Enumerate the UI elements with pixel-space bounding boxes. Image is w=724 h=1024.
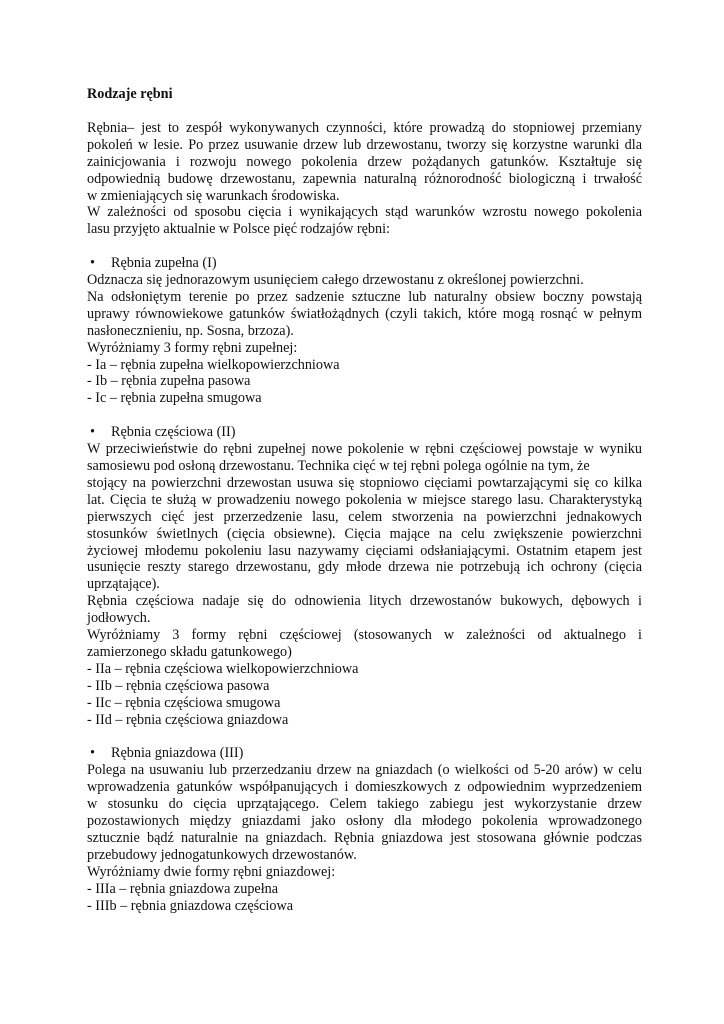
section-line: usunięcie reszty starego drzewostanu, gdy młode drzewa nie potrzebują ich ochrony (cięcia — [87, 559, 642, 576]
section-line: Wyróżniamy dwie formy rębni gniazdowej: — [87, 863, 336, 880]
intro-line: Rębnia– jest to zespół wykonywanych czynności, które prowadzą do stopniowej przemiany — [87, 119, 642, 136]
section-line: stosunków świetlnych (cięcia obsiewne). Cięcia mające na celu zwiększenie powierzchni — [87, 525, 642, 542]
section-line: lat. Cięcia te służą w prowadzeniu nowego pokolenia w miejsce starego lasu. Charakterystyką — [87, 491, 642, 508]
section-rebnia-gniazdowa — [87, 745, 642, 914]
section-heading-text: Rębnia zupełna (I) — [111, 255, 217, 272]
page-title: Rodzaje rębni — [87, 86, 173, 102]
section-line: W przeciwieństwie do rębni zupełnej nowe pokolenie w rębni częściowej powstaje w wyniku — [87, 441, 642, 458]
bullet-icon — [90, 745, 95, 762]
list-item: - Ia – rębnia zupełna wielkopowierzchniowa — [87, 356, 340, 373]
intro-line: lasu przyjęto aktualnie w Polsce pięć rodzajów rębni: — [87, 221, 390, 238]
section-rebnia-czesciowa — [87, 424, 642, 728]
section-heading — [87, 424, 642, 441]
section-line: sztucznie bądź naturalnie na gniazdach. Rębnia gniazdowa jest stosowana głównie podczas — [87, 829, 642, 846]
section-line: nasłonecznieniu, np. Sosna, brzoza). — [87, 322, 294, 339]
spacer — [87, 729, 642, 746]
section-line: życiowej młodemu pokoleniu lasu nazywamy cięciami odsłaniającymi. Ostatnim etapem jest — [87, 542, 642, 559]
section-line: jodłowych. — [87, 610, 151, 627]
section-line: pozostawionych między gniazdami jako osłony dla młodego pokolenia wprowadzonego — [87, 813, 642, 830]
section-line: Wyróżniamy 3 formy rębni częściowej (stosowanych w zależności od aktualnego i — [87, 627, 642, 644]
bullet-icon — [90, 424, 95, 441]
section-heading — [87, 255, 642, 272]
spacer — [87, 407, 642, 424]
section-line: samosiewu pod osłoną drzewostanu. Technika cięć w tej rębni polega ogólnie na tym, że — [87, 458, 590, 474]
section-heading-text: Rębnia gniazdowa (III) — [111, 745, 244, 762]
section-line: Rębnia częściowa nadaje się do odnowienia litych drzewostanów bukowych, dębowych i — [87, 593, 642, 610]
section-heading — [87, 745, 642, 762]
section-line: zamierzonego składu gatunkowego) — [87, 643, 292, 660]
list-item: - IIIb – rębnia gniazdowa częściowa — [87, 897, 294, 914]
section-line: Odznacza się jednorazowym usunięciem całego drzewostanu z określonej powierzchni. — [87, 272, 584, 289]
section-line: stojący na powierzchni drzewostan usuwa się stopniowo cięciami powtarzającymi się co kilka — [87, 474, 642, 491]
bullet-icon — [90, 255, 95, 272]
section-line: wprowadzenia gatunków współpanujących i domieszkowych z odpowiednim wyprzedzeniem — [87, 779, 642, 796]
list-item: - Ib – rębnia zupełna pasowa — [87, 373, 251, 390]
intro-line: zainicjowania i rozwoju nowego pokolenia drzew pożądanych gatunków. Kształtuje się — [87, 153, 642, 170]
section-line: Polega na usuwaniu lub przerzedzaniu drzew na gniazdach (o wielkości od 5-20 arów) w celu — [87, 762, 642, 779]
list-item: - IIIa – rębnia gniazdowa zupełna — [87, 880, 279, 897]
list-item: - IIa – rębnia częściowa wielkopowierzchniowa — [87, 660, 359, 677]
intro-line: pokoleń w lesie. Po przez usuwanie drzew lub drzewostanu, tworzy się korzystne warunki dla — [87, 136, 642, 153]
section-line: przebudowy jednogatunkowych drzewostanów. — [87, 846, 357, 863]
intro-line: W zależności od sposobu cięcia i wynikających stąd warunków wzrostu nowego pokolenia — [87, 204, 642, 221]
section-line: uprzątające). — [87, 576, 160, 593]
section-line: pierwszych cięć jest przerzedzenie lasu, celem stworzenia na powierzchni jednakowych — [87, 508, 642, 525]
intro-paragraph — [87, 120, 642, 238]
list-item: - IIb – rębnia częściowa pasowa — [87, 677, 270, 694]
spacer — [87, 238, 642, 255]
section-heading-text: Rębnia częściowa (II) — [111, 424, 236, 441]
list-item: - IIc – rębnia częściowa smugowa — [87, 694, 281, 711]
section-line: Wyróżniamy 3 formy rębni zupełnej: — [87, 339, 298, 356]
section-rebnia-zupelna — [87, 255, 642, 407]
section-line: uprawy równowiekowe gatunków światłożądnych (czyli takich, które mogą rosnąć w pełnym — [87, 305, 642, 322]
intro-line: odpowiednią budowę drzewostanu, zapewnia naturalną różnorodność biologiczną i trwałość — [87, 170, 642, 187]
section-line: Na odsłoniętym terenie po przez sadzenie sztuczne lub naturalny obsiew boczny powstają — [87, 288, 642, 305]
list-item: - IId – rębnia częściowa gniazdowa — [87, 711, 289, 728]
list-item: - Ic – rębnia zupełna smugowa — [87, 390, 262, 407]
section-line: w stosunku do cięcia uprzątającego. Celem takiego zabiegu jest wykorzystanie drzew — [87, 796, 642, 813]
intro-line: w zmieniających się warunkach środowiska. — [87, 187, 340, 204]
